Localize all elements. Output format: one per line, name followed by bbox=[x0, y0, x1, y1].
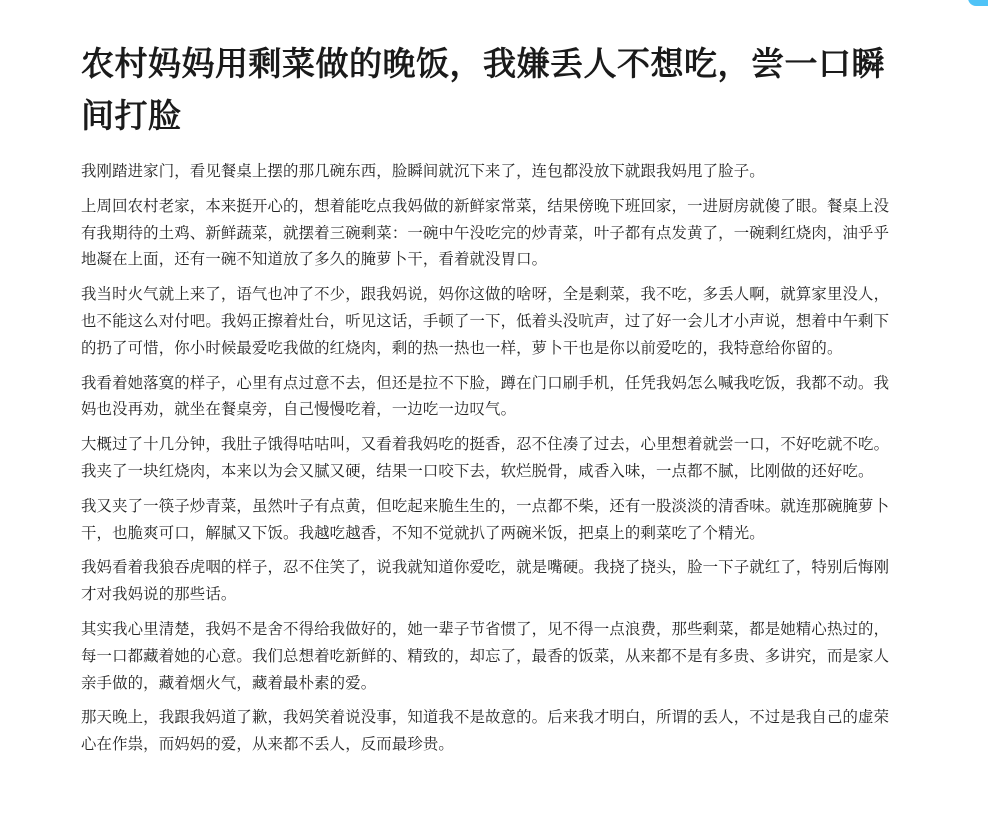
article-title: 农村妈妈用剩菜做的晚饭，我嫌丢人不想吃，尝一口瞬间打脸 bbox=[81, 44, 885, 135]
article-paragraph: 我当时火气就上来了，语气也冲了不少，跟我妈说，妈你这做的啥呀，全是剩菜，我不吃，多丢人啊，就算家里没人，也不能这么对付吧。我妈正擦着灶台，听见这话，手顿了一下，低着头没吭声，过了好一会儿才小声说，想着中午剩下的扔了可惜，你小时候最爱吃我做的红烧肉，剩的热一热也一样，萝卜干也是你以前爱吃的，我特意给你留的。 bbox=[81, 285, 890, 357]
corner-accent-tab bbox=[968, 0, 988, 6]
article bbox=[81, 38, 899, 766]
article-paragraph: 我妈看着我狼吞虎咽的样子，忍不住笑了，说我就知道你爱吃，就是嘴硬。我挠了挠头，脸一下子就红了，特别后悔刚才对我妈说的那些话。 bbox=[81, 558, 890, 604]
article-paragraph: 我刚踏进家门，看见餐桌上摆的那几碗东西，脸瞬间就沉下来了，连包都没放下就跟我妈甩了脸子。 bbox=[81, 162, 765, 180]
article-paragraph: 我看着她落寞的样子，心里有点过意不去，但还是拉不下脸，蹲在门口刷手机，任凭我妈怎么喊我吃饭，我都不动。我妈也没再劝，就坐在餐桌旁，自己慢慢吃着，一边吃一边叹气。 bbox=[81, 373, 890, 419]
article-paragraph: 那天晚上，我跟我妈道了歉，我妈笑着说没事，知道我不是故意的。后来我才明白，所谓的丢人，不过是我自己的虚荣心在作祟，而妈妈的爱，从来都不丢人，反而最珍贵。 bbox=[81, 708, 890, 754]
article-paragraph: 我又夹了一筷子炒青菜，虽然叶子有点黄，但吃起来脆生生的，一点都不柴，还有一股淡淡的清香味。就连那碗腌萝卜干，也脆爽可口，解腻又下饭。我越吃越香，不知不觉就扒了两碗米饭，把桌上的剩菜吃了个精光。 bbox=[81, 496, 890, 542]
article-paragraph: 上周回农村老家，本来挺开心的，想着能吃点我妈做的新鲜家常菜，结果傍晚下班回家，一进厨房就傻了眼。餐桌上没有我期待的土鸡、新鲜蔬菜，就摆着三碗剩菜：一碗中午没吃完的炒青菜，叶子都有点发黄了，一碗剩红烧肉，油乎乎地凝在上面，还有一碗不知道放了多久的腌萝卜干，看着就没胃口。 bbox=[81, 196, 890, 269]
article-paragraph: 大概过了十几分钟，我肚子饿得咕咕叫，又看着我妈吃的挺香，忍不住凑了过去，心里想着就尝一口，不好吃就不吃。我夹了一块红烧肉，本来以为会又腻又硬，结果一口咬下去，软烂脱骨，咸香入味，一点都不腻，比刚做的还好吃。 bbox=[81, 435, 890, 480]
article-paragraph: 其实我心里清楚，我妈不是舍不得给我做好的，她一辈子节省惯了，见不得一点浪费，那些剩菜，都是她精心热过的，每一口都藏着她的心意。我们总想着吃新鲜的、精致的，却忘了，最香的饭菜，从来都不是有多贵、多讲究，而是家人亲手做的，藏着烟火气，藏着最朴素的爱。 bbox=[81, 619, 890, 692]
